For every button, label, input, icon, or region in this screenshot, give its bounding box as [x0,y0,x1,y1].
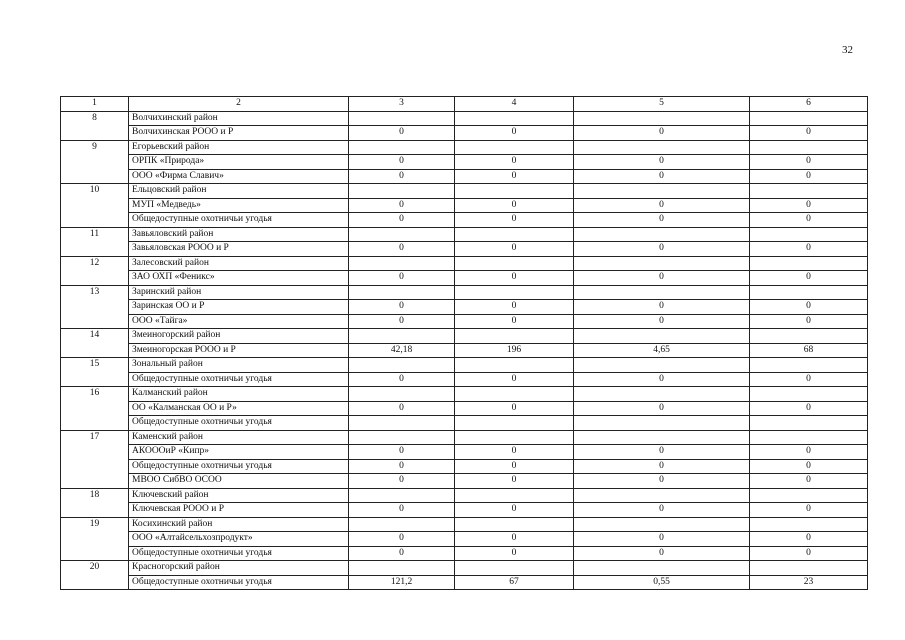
table-row [61,314,868,329]
value-cell-col4: 0 [455,155,574,170]
table-row [61,372,868,387]
table-row [61,575,868,590]
empty-cell [750,227,868,242]
organization-name: ЗАО ОХП «Феникс» [129,271,349,286]
value-cell-col6: 0 [750,546,868,561]
value-cell-col5 [574,416,750,431]
empty-cell [349,387,455,402]
organization-name: Общедоступные охотничьи угодья [129,213,349,228]
value-cell-col5: 0 [574,445,750,460]
organization-name: МВОО СибВО ОСОО [129,474,349,489]
hunting-grounds-table [60,96,868,590]
district-name: Егорьевский район [129,140,349,155]
value-cell-col4: 0 [455,213,574,228]
value-cell-col3: 121,2 [349,575,455,590]
value-cell-col3: 0 [349,126,455,141]
empty-cell [349,111,455,126]
table-row [61,401,868,416]
value-cell-col3 [349,416,455,431]
empty-cell [349,227,455,242]
value-cell-col6: 0 [750,169,868,184]
column-header: 1 [61,97,129,112]
value-cell-col4: 0 [455,401,574,416]
value-cell-col3: 0 [349,242,455,257]
empty-cell [750,358,868,373]
empty-cell [574,488,750,503]
empty-cell [455,561,574,576]
table-row [61,242,868,257]
column-header: 2 [129,97,349,112]
table-row [61,198,868,213]
value-cell-col6: 0 [750,213,868,228]
value-cell-col6: 0 [750,155,868,170]
empty-cell [455,184,574,199]
value-cell-col5: 0 [574,126,750,141]
empty-cell [574,256,750,271]
value-cell-col3: 0 [349,169,455,184]
value-cell-col6: 0 [750,445,868,460]
organization-name: Заринская ОО и Р [129,300,349,315]
empty-cell [455,227,574,242]
value-cell-col4: 0 [455,271,574,286]
value-cell-col4: 67 [455,575,574,590]
empty-cell [750,387,868,402]
value-cell-col6: 0 [750,314,868,329]
organization-name: Общедоступные охотничьи угодья [129,575,349,590]
row-number: 19 [61,517,129,561]
district-row [61,184,868,199]
value-cell-col5: 0 [574,372,750,387]
district-row [61,358,868,373]
value-cell-col3: 0 [349,372,455,387]
row-number: 20 [61,561,129,590]
empty-cell [455,358,574,373]
row-number: 12 [61,256,129,285]
district-row [61,561,868,576]
value-cell-col4: 0 [455,242,574,257]
empty-cell [750,256,868,271]
value-cell-col4: 0 [455,372,574,387]
district-name: Косихинский район [129,517,349,532]
empty-cell [349,184,455,199]
district-name: Заринский район [129,285,349,300]
column-header: 6 [750,97,868,112]
organization-name: ООО «Фирма Славич» [129,169,349,184]
column-header: 3 [349,97,455,112]
value-cell-col5: 0 [574,314,750,329]
value-cell-col5: 0,55 [574,575,750,590]
value-cell-col4: 0 [455,459,574,474]
district-row [61,256,868,271]
district-name: Калманский район [129,387,349,402]
empty-cell [349,561,455,576]
empty-cell [750,488,868,503]
empty-cell [349,358,455,373]
value-cell-col6: 0 [750,503,868,518]
value-cell-col3: 0 [349,300,455,315]
value-cell-col5: 0 [574,503,750,518]
empty-cell [574,358,750,373]
organization-name: МУП «Медведь» [129,198,349,213]
empty-cell [455,517,574,532]
district-row [61,111,868,126]
organization-name: ООО «Тайга» [129,314,349,329]
empty-cell [574,430,750,445]
empty-cell [750,561,868,576]
value-cell-col4: 0 [455,546,574,561]
organization-name: ОРПК «Природа» [129,155,349,170]
value-cell-col4: 0 [455,445,574,460]
value-cell-col4: 0 [455,314,574,329]
value-cell-col6: 0 [750,198,868,213]
value-cell-col4: 0 [455,300,574,315]
organization-name: Волчихинская РООО и Р [129,126,349,141]
empty-cell [455,256,574,271]
empty-cell [349,488,455,503]
value-cell-col3: 0 [349,198,455,213]
row-number: 15 [61,358,129,387]
value-cell-col3: 0 [349,532,455,547]
district-row [61,140,868,155]
value-cell-col3: 0 [349,474,455,489]
district-row [61,227,868,242]
district-name: Волчихинский район [129,111,349,126]
table-row [61,416,868,431]
empty-cell [750,111,868,126]
value-cell-col3: 42,18 [349,343,455,358]
empty-cell [349,285,455,300]
district-name: Красногорский район [129,561,349,576]
value-cell-col4: 0 [455,198,574,213]
row-number: 17 [61,430,129,488]
value-cell-col6: 0 [750,401,868,416]
value-cell-col5: 4,65 [574,343,750,358]
empty-cell [455,488,574,503]
value-cell-col3: 0 [349,314,455,329]
empty-cell [574,227,750,242]
value-cell-col6: 0 [750,474,868,489]
empty-cell [455,285,574,300]
row-number: 9 [61,140,129,184]
value-cell-col5: 0 [574,242,750,257]
value-cell-col6: 0 [750,532,868,547]
organization-name: Общедоступные охотничьи угодья [129,416,349,431]
value-cell-col4: 0 [455,503,574,518]
empty-cell [574,285,750,300]
value-cell-col6 [750,416,868,431]
empty-cell [750,517,868,532]
organization-name: Змеиногорская РООО и Р [129,343,349,358]
empty-cell [750,430,868,445]
district-name: Залесовский район [129,256,349,271]
value-cell-col5: 0 [574,459,750,474]
value-cell-col3: 0 [349,213,455,228]
organization-name: АКОООиР «Кипр» [129,445,349,460]
value-cell-col3: 0 [349,401,455,416]
empty-cell [349,140,455,155]
value-cell-col4 [455,416,574,431]
table-row [61,474,868,489]
value-cell-col3: 0 [349,271,455,286]
empty-cell [750,329,868,344]
value-cell-col6: 0 [750,372,868,387]
table-header-row [61,97,868,112]
empty-cell [574,140,750,155]
district-name: Змеиногорский район [129,329,349,344]
column-header: 4 [455,97,574,112]
row-number: 16 [61,387,129,431]
row-number: 13 [61,285,129,329]
row-number: 10 [61,184,129,228]
table-row [61,459,868,474]
empty-cell [455,111,574,126]
value-cell-col5: 0 [574,401,750,416]
value-cell-col6: 0 [750,300,868,315]
organization-name: Общедоступные охотничьи угодья [129,459,349,474]
organization-name: Общедоступные охотничьи угодья [129,546,349,561]
value-cell-col5: 0 [574,532,750,547]
empty-cell [574,184,750,199]
value-cell-col5: 0 [574,198,750,213]
table-row [61,445,868,460]
empty-cell [574,111,750,126]
value-cell-col4: 0 [455,169,574,184]
empty-cell [455,140,574,155]
value-cell-col3: 0 [349,459,455,474]
empty-cell [455,329,574,344]
organization-name: Общедоступные охотничьи угодья [129,372,349,387]
row-number: 8 [61,111,129,140]
organization-name: Ключевская РООО и Р [129,503,349,518]
value-cell-col3: 0 [349,445,455,460]
district-row [61,285,868,300]
empty-cell [574,517,750,532]
row-number: 18 [61,488,129,517]
table-row [61,213,868,228]
organization-name: ООО «Алтайсельхозпродукт» [129,532,349,547]
table-row [61,532,868,547]
value-cell-col6: 23 [750,575,868,590]
district-name: Завьяловский район [129,227,349,242]
empty-cell [349,256,455,271]
empty-cell [574,329,750,344]
empty-cell [349,517,455,532]
column-header: 5 [574,97,750,112]
empty-cell [750,285,868,300]
district-row [61,329,868,344]
value-cell-col5: 0 [574,474,750,489]
table-row [61,343,868,358]
value-cell-col3: 0 [349,503,455,518]
value-cell-col4: 0 [455,474,574,489]
table-row [61,169,868,184]
row-number: 14 [61,329,129,358]
value-cell-col3: 0 [349,546,455,561]
empty-cell [750,184,868,199]
organization-name: ОО «Калманская ОО и Р» [129,401,349,416]
district-name: Ельцовский район [129,184,349,199]
value-cell-col4: 196 [455,343,574,358]
district-name: Каменский район [129,430,349,445]
value-cell-col5: 0 [574,271,750,286]
row-number: 11 [61,227,129,256]
district-row [61,517,868,532]
value-cell-col4: 0 [455,532,574,547]
table-row [61,126,868,141]
table-row [61,155,868,170]
empty-cell [455,430,574,445]
value-cell-col6: 0 [750,242,868,257]
value-cell-col5: 0 [574,546,750,561]
page-number: 32 [842,44,853,56]
value-cell-col6: 0 [750,271,868,286]
table-row [61,546,868,561]
empty-cell [455,387,574,402]
table-row [61,271,868,286]
value-cell-col3: 0 [349,155,455,170]
value-cell-col6: 68 [750,343,868,358]
empty-cell [349,430,455,445]
district-row [61,430,868,445]
value-cell-col5: 0 [574,300,750,315]
empty-cell [349,329,455,344]
district-name: Ключевский район [129,488,349,503]
organization-name: Завьяловская РООО и Р [129,242,349,257]
table-row [61,300,868,315]
district-row [61,488,868,503]
table-row [61,503,868,518]
empty-cell [574,561,750,576]
value-cell-col6: 0 [750,459,868,474]
district-name: Зональный район [129,358,349,373]
value-cell-col5: 0 [574,213,750,228]
value-cell-col5: 0 [574,169,750,184]
empty-cell [574,387,750,402]
value-cell-col6: 0 [750,126,868,141]
empty-cell [750,140,868,155]
value-cell-col4: 0 [455,126,574,141]
value-cell-col5: 0 [574,155,750,170]
table-body [61,97,868,590]
district-row [61,387,868,402]
